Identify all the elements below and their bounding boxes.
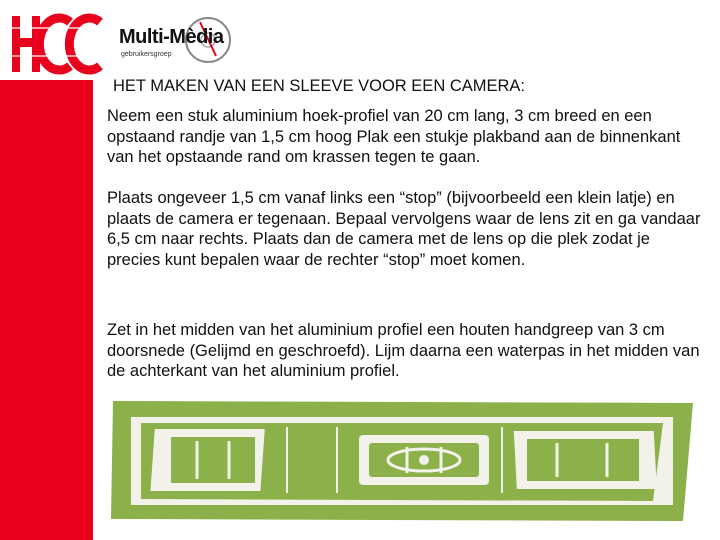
paragraph-3: Zet in het midden van het aluminium profiel een houten handgreep van 3 cm doorsnede (Gelijmd en geschroefd). Lijm daarna een waterpas in het midden van de achterkant van het aluminium profiel. [107,321,700,380]
multimedia-logo-title: Multi-Mèdia [119,26,224,48]
hcc-logo [8,8,108,76]
paragraph-2: Plaats ongeveer 1,5 cm vanaf links een “stop” (bijvoorbeeld een klein latje) en plaats de camera er tegenaan. Bepaal vervolgens waar de lens zit en ga vandaar 6,5 cm naar rechts. Plaats dan de camera met de lens op die plek zodat je precies kunt bepalen waar de rechter “stop” moet komen. [107,189,701,269]
slide-title: HET MAKEN VAN EEN SLEEVE VOOR EEN CAMERA: [113,77,525,95]
multimedia-logo-subtitle: gebruikersgroep [121,51,172,58]
spirit-level-illustration [107,397,697,525]
paragraph-1: Neem een stuk aluminium hoek-profiel van 20 cm lang, 3 cm breed en een opstaand randje van 1,5 cm hoog Plak een stukje plakband aan de binnenkant van het opstaande rand om krassen tegen te gaan. [107,107,681,166]
red-side-bar [0,80,93,540]
